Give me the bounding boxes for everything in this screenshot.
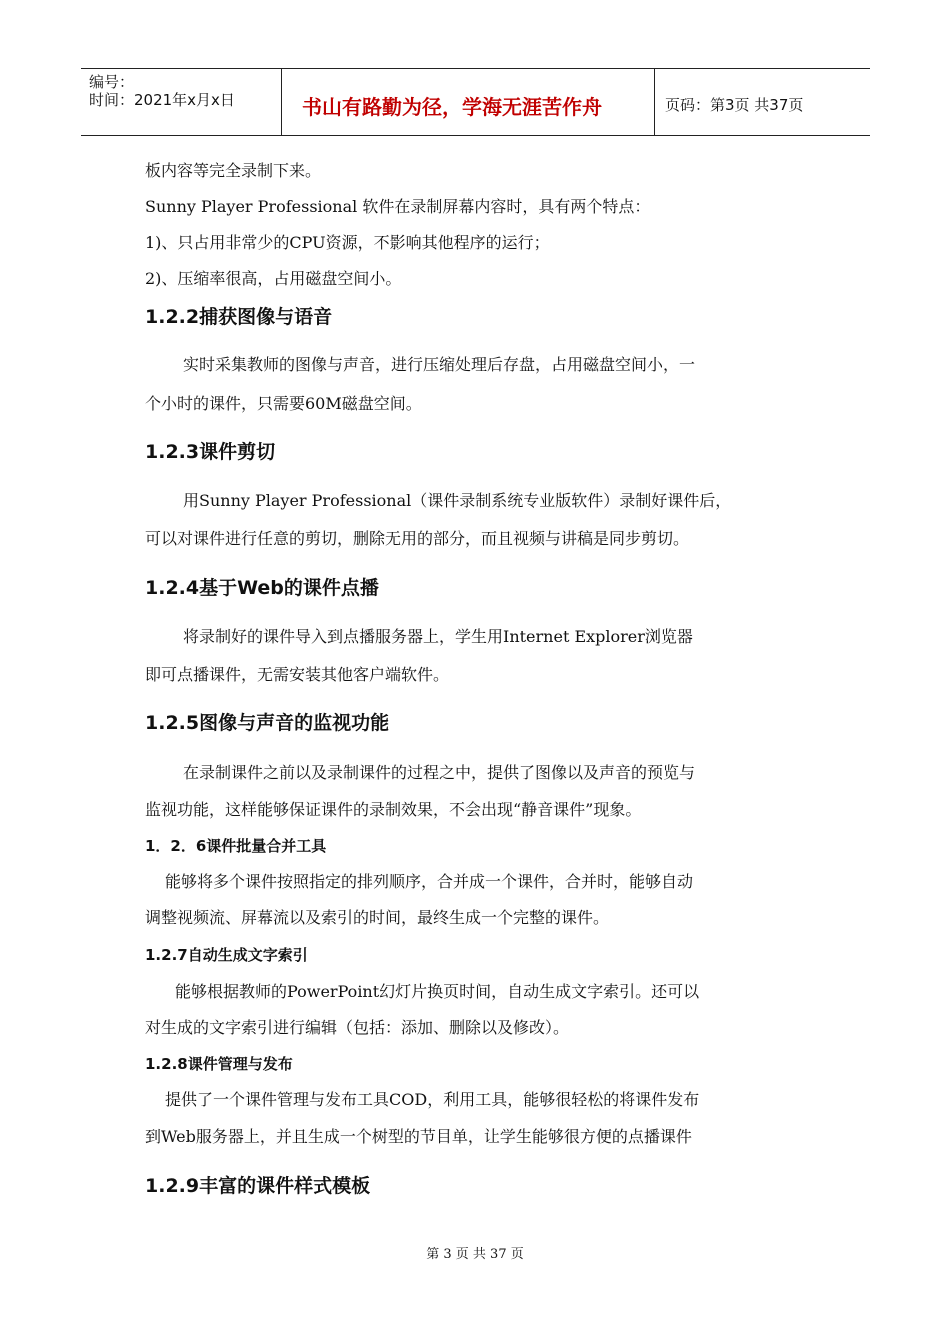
paragraph-line: 提供了一个课件管理与发布工具COD，利用工具，能够很轻松的将课件发布 (165, 1090, 700, 1109)
paragraph-line: 用Sunny Player Professional（课件录制系统专业版软件）录制好课件后， (183, 491, 732, 510)
header-meta-cell (81, 69, 282, 135)
paragraph-line: 可以对课件进行任意的剪切，删除无用的部分，而且视频与讲稿是同步剪切。 (145, 529, 690, 548)
page-info: 页码：第3页 共37页 (665, 96, 804, 114)
section-heading-1-2-2: 1.2.2捕获图像与语音 (145, 306, 333, 328)
section-heading-1-2-6: 1．2．6课件批量合并工具 (145, 837, 327, 855)
time-label: 时间：2021年x月x日 (89, 91, 235, 109)
section-heading-1-2-9: 1.2.9丰富的课件样式模板 (145, 1175, 371, 1197)
paragraph-line: 将录制好的课件导入到点播服务器上，学生用Internet Explorer浏览器 (183, 627, 693, 646)
document-header (81, 68, 870, 136)
feature-item-2: 2)、压缩率很高，占用磁盘空间小。 (145, 269, 402, 288)
paragraph-line: 能够将多个课件按照指定的排列顺序，合并成一个课件，合并时，能够自动 (165, 872, 694, 891)
section-heading-1-2-4: 1.2.4基于Web的课件点播 (145, 577, 379, 599)
number-label: 编号： (89, 73, 135, 91)
feature-item-1: 1)、只占用非常少的CPU资源，不影响其他程序的运行； (145, 233, 550, 252)
section-heading-1-2-7: 1.2.7自动生成文字索引 (145, 946, 308, 964)
header-motto-cell (282, 69, 655, 135)
paragraph-line: 在录制课件之前以及录制课件的过程之中，提供了图像以及声音的预览与 (183, 763, 696, 782)
paragraph-line: 监视功能，这样能够保证课件的录制效果，不会出现“静音课件”现象。 (145, 800, 642, 819)
page-footer: 第 3 页 共 37 页 (426, 1247, 524, 1262)
header-page-cell (655, 69, 870, 135)
paragraph-line: 即可点播课件，无需安装其他客户端软件。 (145, 665, 450, 684)
motto-text: 书山有路勤为径，学海无涯苦作舟 (302, 95, 602, 119)
paragraph-line: 个小时的课件，只需要60M磁盘空间。 (145, 394, 422, 413)
section-heading-1-2-8: 1.2.8课件管理与发布 (145, 1055, 293, 1073)
intro-line: 板内容等完全录制下来。 (145, 161, 322, 180)
section-heading-1-2-5: 1.2.5图像与声音的监视功能 (145, 712, 390, 734)
paragraph-line: 实时采集教师的图像与声音，进行压缩处理后存盘，占用磁盘空间小，一 (183, 355, 696, 374)
paragraph-line: 到Web服务器上，并且生成一个树型的节目单，让学生能够很方便的点播课件 (145, 1127, 692, 1146)
paragraph-line: 调整视频流、屏幕流以及索引的时间，最终生成一个完整的课件。 (145, 908, 610, 927)
paragraph-line: 能够根据教师的PowerPoint幻灯片换页时间，自动生成文字索引。还可以 (175, 982, 700, 1001)
paragraph-line: 对生成的文字索引进行编辑（包括：添加、删除以及修改）。 (145, 1018, 570, 1037)
features-intro: Sunny Player Professional 软件在录制屏幕内容时，具有两个特点： (145, 197, 651, 216)
section-heading-1-2-3: 1.2.3课件剪切 (145, 441, 276, 463)
